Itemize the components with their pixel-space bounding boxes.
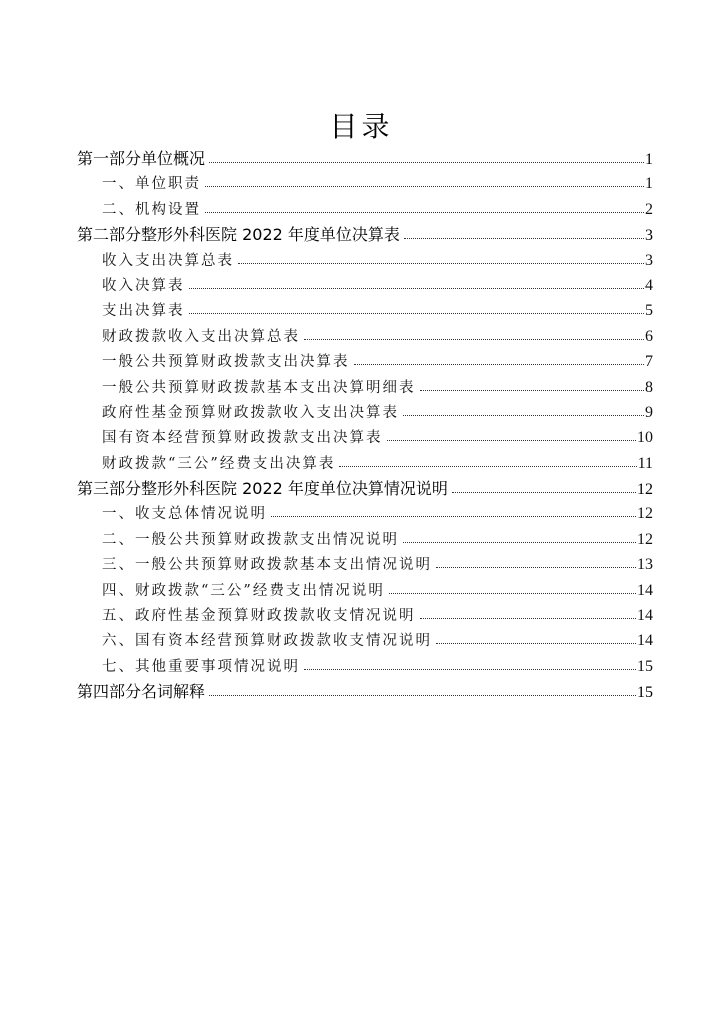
toc-entry[interactable] <box>77 197 653 222</box>
dot-leader <box>189 301 645 316</box>
toc-page-number: 7 <box>645 353 653 371</box>
dot-leader <box>271 504 636 519</box>
dot-leader <box>389 580 636 595</box>
toc-page-number: 4 <box>645 276 653 294</box>
toc-entry-label: 二、机构设置 <box>102 201 201 218</box>
toc-entry[interactable] <box>77 628 653 653</box>
toc-entry[interactable] <box>77 349 653 374</box>
dot-leader <box>420 606 637 621</box>
toc-entry-label: 收入支出决算总表 <box>102 252 234 269</box>
toc-entry[interactable] <box>77 654 653 679</box>
toc-entry[interactable] <box>77 298 653 323</box>
toc-page-number: 1 <box>645 175 653 193</box>
toc-entry[interactable] <box>77 171 653 196</box>
table-of-contents <box>77 146 653 705</box>
dot-leader <box>209 148 644 164</box>
toc-page-number: 3 <box>645 251 653 269</box>
toc-entry-label: 二、一般公共预算财政拨款支出情况说明 <box>102 531 399 548</box>
dot-leader <box>205 174 644 189</box>
toc-entry-label: 财政拨款“三公”经费支出决算表 <box>102 455 336 472</box>
toc-title: 目录 <box>329 109 394 143</box>
toc-page-number: 2 <box>645 200 653 218</box>
dot-leader <box>436 631 636 646</box>
toc-page-number: 6 <box>645 327 653 345</box>
toc-entry[interactable] <box>77 400 653 425</box>
toc-entry-label: 财政拨款收入支出决算总表 <box>102 328 300 345</box>
dot-leader <box>339 453 636 468</box>
toc-page-number: 14 <box>637 632 653 650</box>
toc-page-number: 5 <box>645 302 653 320</box>
toc-page-number: 1 <box>645 151 653 168</box>
toc-page-number: 8 <box>645 378 653 396</box>
dot-leader <box>403 529 636 544</box>
toc-entry-label: 国有资本经营预算财政拨款支出决算表 <box>102 430 383 447</box>
toc-entry-label: 一、收支总体情况说明 <box>102 506 267 523</box>
toc-entry-part-1[interactable] <box>77 146 653 171</box>
dot-leader <box>304 326 644 341</box>
toc-entry-label: 六、国有资本经营预算财政拨款收支情况说明 <box>102 633 432 650</box>
toc-page-number: 3 <box>645 227 653 245</box>
toc-entry[interactable] <box>77 451 653 476</box>
toc-entry[interactable] <box>77 324 653 349</box>
toc-page-number: 15 <box>637 684 653 702</box>
toc-entry[interactable] <box>77 552 653 577</box>
toc-page-number: 13 <box>637 556 653 574</box>
toc-page-number: 12 <box>637 530 653 548</box>
dot-leader <box>189 275 645 290</box>
toc-entry-label: 支出决算表 <box>102 303 185 320</box>
dot-leader <box>238 250 644 265</box>
toc-entry[interactable] <box>77 501 653 526</box>
dot-leader <box>387 428 637 443</box>
toc-page-number: 10 <box>637 429 653 447</box>
toc-entry[interactable] <box>77 425 653 450</box>
toc-entry-label: 一、单位职责 <box>102 176 201 193</box>
toc-entry[interactable] <box>77 578 653 603</box>
toc-page-number: 9 <box>645 403 653 421</box>
dot-leader <box>304 656 636 671</box>
toc-entry-label: 第一部分单位概况 <box>77 149 206 168</box>
dot-leader <box>205 199 644 214</box>
toc-page-number: 11 <box>637 454 653 472</box>
toc-entry-label: 第三部分整形外科医院 2022 年度单位决算情况说明 <box>77 479 448 499</box>
dot-leader <box>354 352 645 367</box>
toc-entry-label: 五、政府性基金预算财政拨款收支情况说明 <box>102 608 416 625</box>
toc-page-number: 12 <box>637 481 653 499</box>
toc-page-number: 15 <box>637 657 653 675</box>
toc-page-number: 12 <box>637 505 653 523</box>
dot-leader <box>209 681 636 697</box>
toc-entry-label: 四、财政拨款“三公”经费支出情况说明 <box>102 582 385 599</box>
dot-leader <box>436 555 636 570</box>
dot-leader <box>452 478 636 494</box>
toc-entry-label: 第四部分名词解释 <box>77 682 206 702</box>
toc-page-number: 14 <box>637 607 653 625</box>
toc-entry[interactable] <box>77 273 653 298</box>
toc-entry-part-4[interactable] <box>77 679 653 704</box>
toc-entry[interactable] <box>77 375 653 400</box>
toc-entry-label: 一般公共预算财政拨款基本支出决算明细表 <box>102 379 416 396</box>
toc-entry-label: 第二部分整形外科医院 2022 年度单位决算表 <box>77 225 400 245</box>
toc-entry-label: 政府性基金预算财政拨款收入支出决算表 <box>102 404 399 421</box>
toc-entry[interactable] <box>77 527 653 552</box>
toc-entry-part-2[interactable] <box>77 222 653 247</box>
toc-entry-label: 一般公共预算财政拨款支出决算表 <box>102 354 350 371</box>
toc-entry-label: 收入决算表 <box>102 277 185 294</box>
toc-entry-label: 七、其他重要事项情况说明 <box>102 658 300 675</box>
toc-entry-part-3[interactable] <box>77 476 653 501</box>
toc-entry[interactable] <box>77 248 653 273</box>
toc-entry-label: 三、一般公共预算财政拨款基本支出情况说明 <box>102 557 432 574</box>
toc-page-number: 14 <box>637 581 653 599</box>
dot-leader <box>403 402 644 417</box>
dot-leader <box>404 224 644 240</box>
dot-leader <box>420 377 645 392</box>
toc-entry[interactable] <box>77 603 653 628</box>
